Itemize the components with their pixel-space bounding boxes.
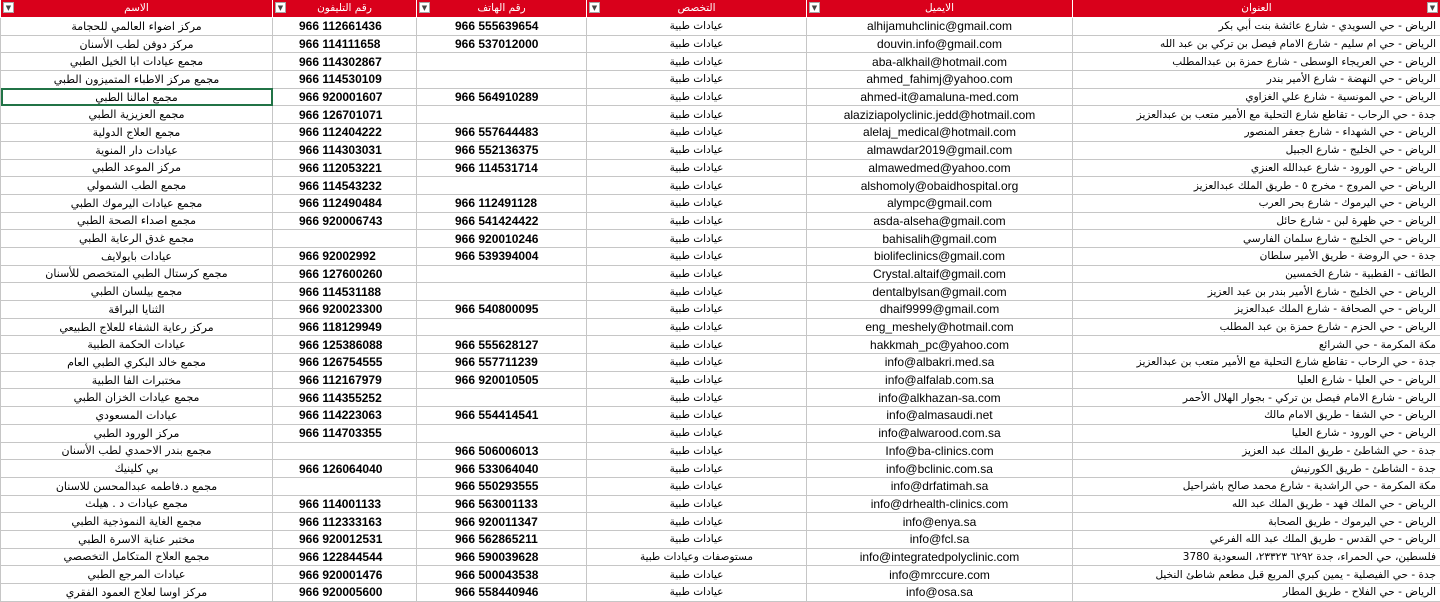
cell-email[interactable]: eng_meshely@hotmail.com (807, 318, 1073, 336)
filter-dropdown-mobile[interactable] (419, 2, 430, 13)
cell-phone[interactable]: 966 112404222 (273, 124, 417, 142)
header-email[interactable] (807, 0, 1073, 18)
filter-dropdown-spec[interactable] (589, 2, 600, 13)
table-row[interactable] (1, 424, 1440, 442)
cell-email[interactable]: aba-alkhail@hotmail.com (807, 53, 1073, 71)
cell-mobile[interactable]: 966 563001133 (417, 495, 587, 513)
cell-phone[interactable]: 966 114001133 (273, 495, 417, 513)
cell-name[interactable]: مجمع بندر الاحمدي لطب الأسنان (1, 442, 273, 460)
cell-name[interactable]: عيادات المرجع الطبي (1, 566, 273, 584)
cell-phone[interactable]: 966 122844544 (273, 548, 417, 566)
cell-name[interactable]: مركز اضواء العالمي للحجامة (1, 18, 273, 36)
cell-name[interactable]: مجمع اصداء الصحة الطبي (1, 212, 273, 230)
cell-phone[interactable]: 966 112167979 (273, 371, 417, 389)
cell-spec[interactable]: عيادات طبية (587, 212, 807, 230)
cell-name[interactable]: مركز الورود الطبي (1, 424, 273, 442)
cell-phone[interactable] (273, 230, 417, 248)
cell-name[interactable]: مجمع عيادات الخزان الطبي (1, 389, 273, 407)
table-row[interactable] (1, 177, 1440, 195)
header-spec[interactable] (587, 0, 807, 18)
cell-email[interactable]: ahmed_fahimj@yahoo.com (807, 71, 1073, 89)
cell-spec[interactable]: عيادات طبية (587, 442, 807, 460)
cell-address[interactable]: الرياض - حي العليا - شارع العليا (1073, 371, 1440, 389)
header-row (1, 0, 1440, 18)
cell-spec[interactable]: عيادات طبية (587, 283, 807, 301)
cell-name[interactable]: مجمع العلاج المتكامل التخصصي (1, 548, 273, 566)
cell-address[interactable]: الرياض - حي المروج - مخرج ٥ - طريق الملك عبدالعزيز (1073, 177, 1440, 195)
cell-address[interactable]: الرياض - حي الشفا - طريق الامام مالك (1073, 407, 1440, 425)
cell-email[interactable]: alhijamuhclinic@gmail.com (807, 18, 1073, 36)
cell-email[interactable]: alshomoly@obaidhospital.org (807, 177, 1073, 195)
cell-phone[interactable]: 966 114111658 (273, 35, 417, 53)
cell-phone[interactable] (273, 442, 417, 460)
cell-spec[interactable]: عيادات طبية (587, 371, 807, 389)
cell-spec[interactable]: عيادات طبية (587, 35, 807, 53)
cell-name[interactable]: مركز اوسا لعلاج العمود الفقري (1, 584, 273, 602)
cell-mobile[interactable]: 966 564910289 (417, 88, 587, 106)
cell-address[interactable]: الرياض - حي النهضة - شارع الأمير بندر (1073, 71, 1440, 89)
cell-name[interactable]: عيادات دار المنوية (1, 141, 273, 159)
cell-spec[interactable]: عيادات طبية (587, 336, 807, 354)
cell-name[interactable]: مجمع امالنا الطبي (1, 88, 273, 106)
cell-spec[interactable]: عيادات طبية (587, 265, 807, 283)
cell-spec[interactable]: عيادات طبية (587, 513, 807, 531)
sort-filter-icon: ▼ (1429, 4, 1436, 12)
table-row[interactable] (1, 318, 1440, 336)
cell-mobile[interactable]: 966 112491128 (417, 194, 587, 212)
cell-address[interactable]: الرياض - حي الشهداء - شارع جعفر المنصور (1073, 124, 1440, 142)
cell-spec[interactable]: عيادات طبية (587, 584, 807, 602)
cell-address[interactable]: الرياض - حي الفلاح - طريق المطار (1073, 584, 1440, 602)
cell-mobile[interactable] (417, 283, 587, 301)
cell-name[interactable]: مجمع الطب الشمولي (1, 177, 273, 195)
cell-phone[interactable]: 966 125386088 (273, 336, 417, 354)
cell-address[interactable]: جدة - الشاطئ - طريق الكورنيش (1073, 460, 1440, 478)
cell-address[interactable]: جدة - حي الروضة - طريق الأمير سلطان (1073, 247, 1440, 265)
cell-name[interactable]: عيادات بايولايف (1, 247, 273, 265)
cell-mobile[interactable]: 966 557711239 (417, 354, 587, 372)
cell-email[interactable]: hakkmah_pc@yahoo.com (807, 336, 1073, 354)
cell-name[interactable]: الثنايا البراقة (1, 301, 273, 319)
table-row[interactable] (1, 53, 1440, 71)
cell-name[interactable]: مجمع عيادات د . هيلث (1, 495, 273, 513)
cell-mobile[interactable]: 966 541424422 (417, 212, 587, 230)
cell-email[interactable]: info@alfalab.com.sa (807, 371, 1073, 389)
cell-mobile[interactable]: 966 555639654 (417, 18, 587, 36)
cell-mobile[interactable]: 966 920011347 (417, 513, 587, 531)
header-address-label: العنوان (1241, 2, 1272, 14)
cell-address[interactable]: الطائف - القطبية - شارع الخمسين (1073, 265, 1440, 283)
cell-spec[interactable]: عيادات طبية (587, 301, 807, 319)
cell-email[interactable]: info@bclinic.com.sa (807, 460, 1073, 478)
header-spec-label: التخصص (677, 2, 716, 14)
cell-name[interactable]: مركز رعاية الشفاء للعلاج الطبيعي (1, 318, 273, 336)
cell-address[interactable]: الرياض - حي السويدي - شارع عائشة بنت أبي بكر (1073, 18, 1440, 36)
header-name-label: الاسم (124, 2, 149, 14)
table-row[interactable] (1, 566, 1440, 584)
cell-email[interactable]: info@osa.sa (807, 584, 1073, 602)
cell-email[interactable]: info@fcl.sa (807, 530, 1073, 548)
filter-dropdown-address[interactable] (1427, 2, 1438, 13)
cell-address[interactable]: الرياض - حي الورود - شارع العليا (1073, 424, 1440, 442)
cell-email[interactable]: bahisalih@gmail.com (807, 230, 1073, 248)
cell-spec[interactable]: عيادات طبية (587, 194, 807, 212)
cell-spec[interactable]: عيادات طبية (587, 389, 807, 407)
table-row[interactable] (1, 141, 1440, 159)
table-row[interactable] (1, 548, 1440, 566)
cell-phone[interactable]: 966 114530109 (273, 71, 417, 89)
table-row[interactable] (1, 194, 1440, 212)
cell-spec[interactable]: عيادات طبية (587, 566, 807, 584)
cell-phone[interactable]: 966 112661436 (273, 18, 417, 36)
table-row[interactable] (1, 283, 1440, 301)
cell-name[interactable]: مختبر عناية الاسرة الطبي (1, 530, 273, 548)
cell-phone[interactable]: 966 920012531 (273, 530, 417, 548)
cell-email[interactable]: info@almasaudi.net (807, 407, 1073, 425)
table-row[interactable] (1, 354, 1440, 372)
cell-email[interactable]: Info@ba-clinics.com (807, 442, 1073, 460)
cell-phone[interactable]: 966 114223063 (273, 407, 417, 425)
cell-email[interactable]: almawedmed@yahoo.com (807, 159, 1073, 177)
cell-spec[interactable]: عيادات طبية (587, 53, 807, 71)
cell-spec[interactable]: عيادات طبية (587, 230, 807, 248)
cell-name[interactable]: مجمع كرستال الطبي المتخصص للأسنان (1, 265, 273, 283)
cell-address[interactable]: الرياض - حي اليرموك - طريق الصحابة (1073, 513, 1440, 531)
cell-name[interactable]: مجمع بيلسان الطبي (1, 283, 273, 301)
cell-address[interactable]: الرياض - حي الحزم - شارع حمزة بن عبد المطلب (1073, 318, 1440, 336)
cell-email[interactable]: ahmed-it@amaluna-med.com (807, 88, 1073, 106)
cell-phone[interactable]: 966 112053221 (273, 159, 417, 177)
table-row[interactable] (1, 106, 1440, 124)
table-row[interactable] (1, 530, 1440, 548)
table-row[interactable] (1, 18, 1440, 36)
cell-name[interactable]: عيادات المسعودي (1, 407, 273, 425)
table-row[interactable] (1, 301, 1440, 319)
cell-address[interactable]: جدة - حي الرحاب - تقاطع شارع التحلية مع الأمير متعب بن عبدالعزيز (1073, 106, 1440, 124)
table-row[interactable] (1, 71, 1440, 89)
cell-email[interactable]: dentalbylsan@gmail.com (807, 283, 1073, 301)
dropdown-arrow-icon: ▼ (421, 4, 428, 12)
cell-address[interactable]: الرياض - حي الخليج - شارع الأمير بندر بن عبد العزيز (1073, 283, 1440, 301)
cell-address[interactable]: الرياض - حي اليرموك - شارع بحر العرب (1073, 194, 1440, 212)
cell-address[interactable]: الرياض - حي القدس - طريق الملك عبد الله الفرعي (1073, 530, 1440, 548)
table-row[interactable] (1, 371, 1440, 389)
cell-spec[interactable]: عيادات طبية (587, 18, 807, 36)
cell-phone[interactable]: 966 114355252 (273, 389, 417, 407)
table-row[interactable] (1, 477, 1440, 495)
cell-email[interactable]: alympc@gmail.com (807, 194, 1073, 212)
cell-name[interactable]: مجمع العلاج الدولية (1, 124, 273, 142)
cell-email[interactable]: douvin.info@gmail.com (807, 35, 1073, 53)
cell-email[interactable]: dhaif9999@gmail.com (807, 301, 1073, 319)
cell-spec[interactable]: عيادات طبية (587, 354, 807, 372)
header-name[interactable] (1, 0, 273, 18)
cell-mobile[interactable]: 966 550293555 (417, 477, 587, 495)
cell-mobile[interactable]: 966 558440946 (417, 584, 587, 602)
table-row[interactable] (1, 336, 1440, 354)
cell-name[interactable]: مجمع العزيزية الطبي (1, 106, 273, 124)
cell-spec[interactable]: عيادات طبية (587, 460, 807, 478)
cell-phone[interactable]: 966 126064040 (273, 460, 417, 478)
cell-phone[interactable]: 966 126701071 (273, 106, 417, 124)
cell-email[interactable]: info@albakri.med.sa (807, 354, 1073, 372)
cell-spec[interactable]: عيادات طبية (587, 106, 807, 124)
cell-email[interactable]: info@alkhazan-sa.com (807, 389, 1073, 407)
cell-spec[interactable]: عيادات طبية (587, 124, 807, 142)
cell-mobile[interactable]: 966 555628127 (417, 336, 587, 354)
cell-spec[interactable]: مستوصفات وعيادات طبية (587, 548, 807, 566)
table-row[interactable] (1, 159, 1440, 177)
cell-mobile[interactable]: 966 590039628 (417, 548, 587, 566)
table-row[interactable] (1, 442, 1440, 460)
cell-phone[interactable]: 966 920001476 (273, 566, 417, 584)
cell-mobile[interactable] (417, 389, 587, 407)
cell-name[interactable]: مجمع خالد البكري الطبي العام (1, 354, 273, 372)
cell-name[interactable]: مركز دوفن لطب الأسنان (1, 35, 273, 53)
dropdown-arrow-icon: ▼ (811, 4, 818, 12)
cell-mobile[interactable] (417, 265, 587, 283)
cell-name[interactable]: مختبرات الفا الطبية (1, 371, 273, 389)
cell-mobile[interactable] (417, 177, 587, 195)
table-row[interactable] (1, 584, 1440, 602)
cell-address[interactable]: الرياض - حي ظهرة لبن - شارع حائل (1073, 212, 1440, 230)
cell-spec[interactable]: عيادات طبية (587, 71, 807, 89)
cell-name[interactable]: بي كلينيك (1, 460, 273, 478)
table-row[interactable] (1, 247, 1440, 265)
cell-spec[interactable]: عيادات طبية (587, 495, 807, 513)
cell-mobile[interactable]: 966 533064040 (417, 460, 587, 478)
table-row[interactable] (1, 88, 1440, 106)
cell-phone[interactable]: 966 126754555 (273, 354, 417, 372)
dropdown-arrow-icon: ▼ (591, 4, 598, 12)
cell-phone[interactable]: 966 112490484 (273, 194, 417, 212)
filter-dropdown-name[interactable] (3, 2, 14, 13)
cell-mobile[interactable]: 966 552136375 (417, 141, 587, 159)
cell-spec[interactable]: عيادات طبية (587, 159, 807, 177)
cell-address[interactable]: الرياض - حي الورود - شارع عبدالله العنزي (1073, 159, 1440, 177)
cell-phone[interactable]: 966 920001607 (273, 88, 417, 106)
cell-mobile[interactable]: 966 114531714 (417, 159, 587, 177)
cell-spec[interactable]: عيادات طبية (587, 141, 807, 159)
cell-name[interactable]: مجمع غدق الرعاية الطبي (1, 230, 273, 248)
cell-phone[interactable]: 966 127600260 (273, 265, 417, 283)
cell-address[interactable]: الرياض - حي الملك فهد - طريق الملك عبد الله (1073, 495, 1440, 513)
table-row[interactable] (1, 265, 1440, 283)
cell-email[interactable]: Crystal.altaif@gmail.com (807, 265, 1073, 283)
cell-mobile[interactable]: 966 506006013 (417, 442, 587, 460)
cell-email[interactable]: info@drfatimah.sa (807, 477, 1073, 495)
header-phone[interactable] (273, 0, 417, 18)
header-mobile[interactable] (417, 0, 587, 18)
cell-name[interactable]: مركز الموعد الطبي (1, 159, 273, 177)
filter-dropdown-email[interactable] (809, 2, 820, 13)
cell-spec[interactable]: عيادات طبية (587, 530, 807, 548)
cell-phone[interactable] (273, 477, 417, 495)
cell-spec[interactable]: عيادات طبية (587, 318, 807, 336)
cell-address[interactable]: الرياض - حي الصحافة - شارع الملك عبدالعزيز (1073, 301, 1440, 319)
cell-email[interactable]: asda-alseha@gmail.com (807, 212, 1073, 230)
cell-phone[interactable]: 966 114302867 (273, 53, 417, 71)
cell-email[interactable]: info@enya.sa (807, 513, 1073, 531)
cell-mobile[interactable] (417, 106, 587, 124)
cell-mobile[interactable] (417, 53, 587, 71)
cell-phone[interactable]: 966 114543232 (273, 177, 417, 195)
cell-email[interactable]: info@mrccure.com (807, 566, 1073, 584)
cell-mobile[interactable]: 966 557644483 (417, 124, 587, 142)
cell-address[interactable]: مكة المكرمة - حي الشرائع (1073, 336, 1440, 354)
table-row[interactable] (1, 513, 1440, 531)
cell-address[interactable]: مكة المكرمة - حي الراشدية - شارع محمد صالح باشراحيل (1073, 477, 1440, 495)
cell-address[interactable]: جدة - حي الرحاب - تقاطع شارع التحلية مع الأمير متعب بن عبدالعزيز (1073, 354, 1440, 372)
cell-phone[interactable]: 966 920023300 (273, 301, 417, 319)
cell-mobile[interactable] (417, 318, 587, 336)
cell-name[interactable]: مجمع عيادات اليرموك الطبي (1, 194, 273, 212)
filter-dropdown-phone[interactable] (275, 2, 286, 13)
header-email-label: الايميل (924, 2, 955, 14)
cell-phone[interactable]: 966 118129949 (273, 318, 417, 336)
cell-name[interactable]: مجمع الغاية النموذجية الطبي (1, 513, 273, 531)
cell-mobile[interactable]: 966 920010505 (417, 371, 587, 389)
cell-name[interactable]: مجمع د.فاطمه عبدالمحسن للاسنان (1, 477, 273, 495)
cell-email[interactable]: info@alwarood.com.sa (807, 424, 1073, 442)
cell-mobile[interactable]: 966 537012000 (417, 35, 587, 53)
dropdown-arrow-icon: ▼ (277, 4, 284, 12)
cell-mobile[interactable]: 966 562865211 (417, 530, 587, 548)
cell-mobile[interactable]: 966 920010246 (417, 230, 587, 248)
cell-mobile[interactable]: 966 500043538 (417, 566, 587, 584)
cell-name[interactable]: عيادات الحكمة الطبية (1, 336, 273, 354)
cell-spec[interactable]: عيادات طبية (587, 177, 807, 195)
cell-email[interactable]: alaziziapolyclinic.jedd@hotmail.com (807, 106, 1073, 124)
cell-address[interactable]: الرياض - حي المونسية - شارع علي الغزاوي (1073, 88, 1440, 106)
cell-name[interactable]: مجمع عيادات ابا الخيل الطبي (1, 53, 273, 71)
header-address[interactable] (1073, 0, 1440, 18)
cell-email[interactable]: info@drhealth-clinics.com (807, 495, 1073, 513)
cell-mobile[interactable] (417, 71, 587, 89)
cell-address[interactable]: الرياض - حي الخليج - شارع سلمان الفارسي (1073, 230, 1440, 248)
cell-address[interactable]: فلسطين، حي الحمراء، جدة ٦٢٩٢ ٢٣٣٢٣، السعودية 3780 (1073, 548, 1440, 566)
cell-email[interactable]: biolifeclinics@gmail.com (807, 247, 1073, 265)
cell-email[interactable]: alelaj_medical@hotmail.com (807, 124, 1073, 142)
table-row[interactable] (1, 230, 1440, 248)
cell-address[interactable]: الرياض - حي العريجاء الوسطى - شارع حمزة بن عبدالمطلب (1073, 53, 1440, 71)
cell-phone[interactable]: 966 920005600 (273, 584, 417, 602)
table-row[interactable] (1, 124, 1440, 142)
cell-address[interactable]: الرياض - حي ام سليم - شارع الامام فيصل بن تركي بن عبد الله (1073, 35, 1440, 53)
cell-phone[interactable]: 966 114303031 (273, 141, 417, 159)
table-row[interactable] (1, 212, 1440, 230)
table-row[interactable] (1, 460, 1440, 478)
cell-mobile[interactable]: 966 540800095 (417, 301, 587, 319)
table-row[interactable] (1, 35, 1440, 53)
header-phone-label: رقم التليفون (317, 2, 372, 14)
header-mobile-label: رقم الهاتف (477, 2, 526, 14)
cell-phone[interactable]: 966 92002992 (273, 247, 417, 265)
cell-email[interactable]: almawdar2019@gmail.com (807, 141, 1073, 159)
cell-name[interactable]: مجمع مركز الاطباء المتميزون الطبي (1, 71, 273, 89)
cell-spec[interactable]: عيادات طبية (587, 88, 807, 106)
cell-spec[interactable]: عيادات طبية (587, 407, 807, 425)
cell-spec[interactable]: عيادات طبية (587, 247, 807, 265)
table-row[interactable] (1, 407, 1440, 425)
cell-phone[interactable]: 966 114531188 (273, 283, 417, 301)
cell-address[interactable]: جدة - حي الشاطئ - طريق الملك عبد العزيز (1073, 442, 1440, 460)
cell-spec[interactable]: عيادات طبية (587, 424, 807, 442)
cell-phone[interactable]: 966 920006743 (273, 212, 417, 230)
cell-spec[interactable]: عيادات طبية (587, 477, 807, 495)
cell-phone[interactable]: 966 114703355 (273, 424, 417, 442)
cell-email[interactable]: info@integratedpolyclinic.com (807, 548, 1073, 566)
table-row[interactable] (1, 389, 1440, 407)
dropdown-arrow-icon: ▼ (5, 4, 12, 12)
cell-mobile[interactable]: 966 539394004 (417, 247, 587, 265)
cell-address[interactable]: الرياض - شارع الامام فيصل بن تركي - بجوار الهلال الأحمر (1073, 389, 1440, 407)
cell-mobile[interactable]: 966 554414541 (417, 407, 587, 425)
cell-address[interactable]: جدة - حي الفيصلية - يمين كبري المربع قبل مطعم شاطئ النخيل (1073, 566, 1440, 584)
cell-mobile[interactable] (417, 424, 587, 442)
cell-phone[interactable]: 966 112333163 (273, 513, 417, 531)
cell-address[interactable]: الرياض - حي الخليج - شارع الجبيل (1073, 141, 1440, 159)
table-row[interactable] (1, 495, 1440, 513)
